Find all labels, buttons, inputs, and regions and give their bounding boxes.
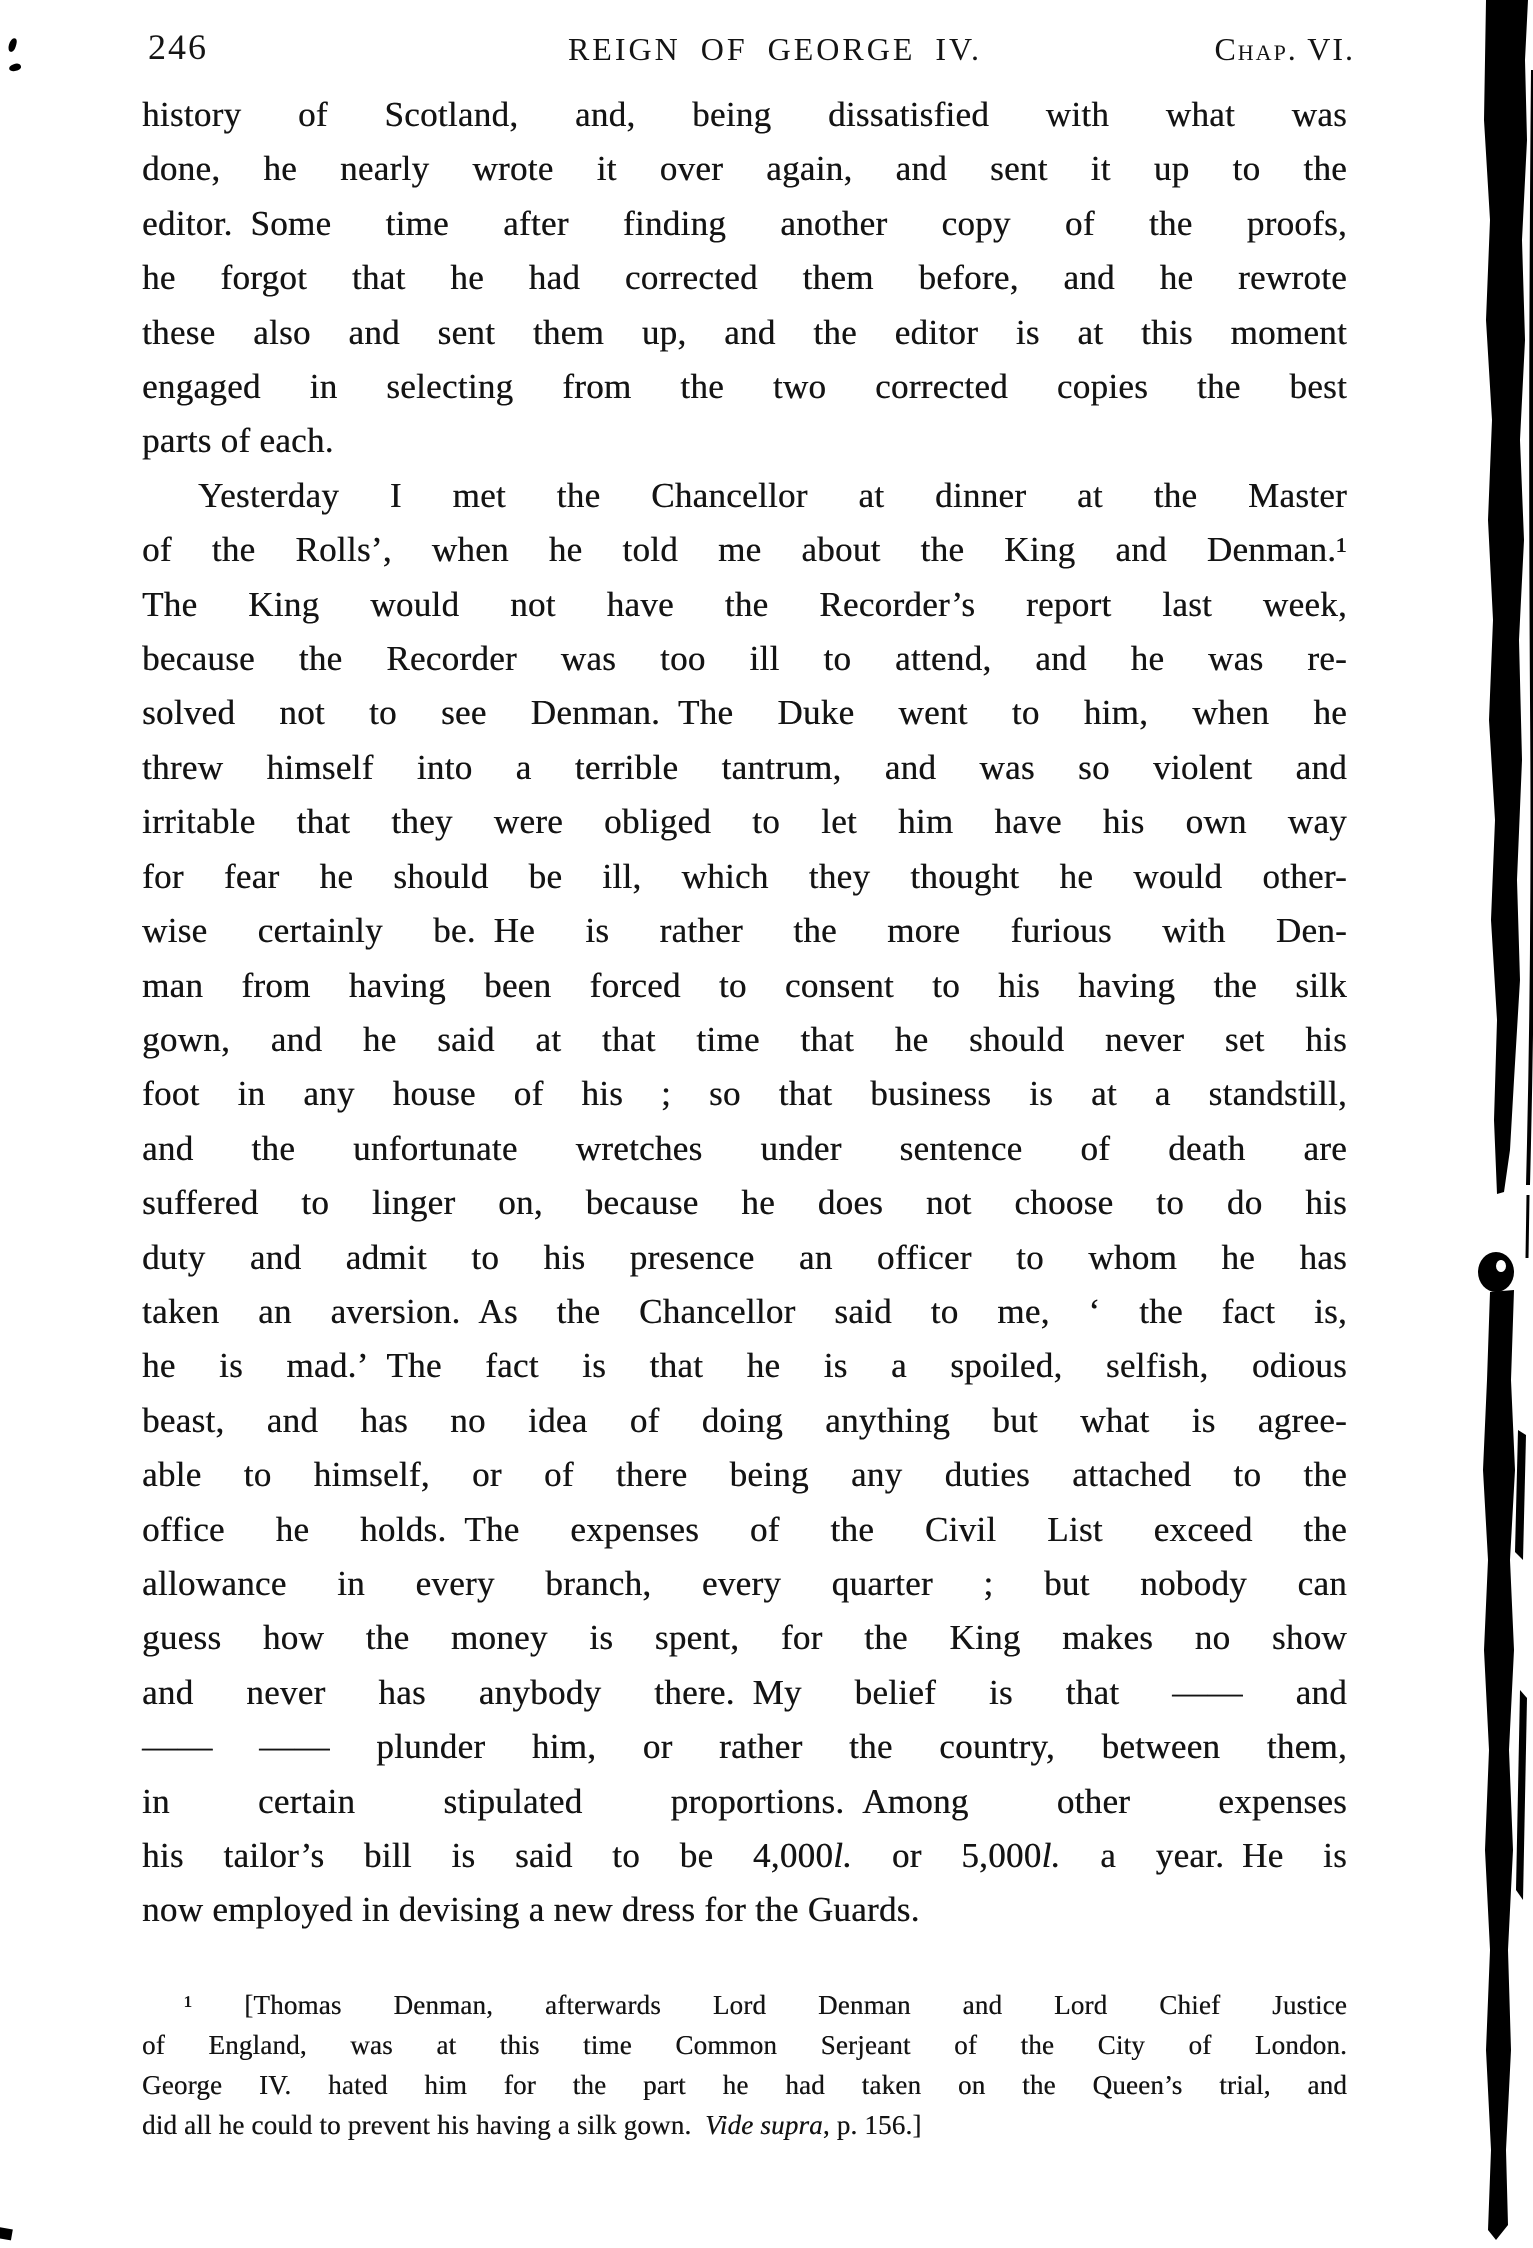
footnote-line: George IV. hated him for the part he had taken on the Queen’s trial, and: [142, 2070, 1347, 2100]
text-line: The King would not have the Recorder’s report last week,: [142, 584, 1347, 624]
text-line: engaged in selecting from the two corrected copies the best: [142, 367, 1347, 407]
text-line: gown, and he said at that time that he should never set his: [142, 1019, 1347, 1059]
text-line: beast, and has no idea of doing anything but what is agree-: [142, 1400, 1347, 1440]
text-line: for fear he should be ill, which they thought he would other-: [142, 856, 1347, 896]
text-line: able to himself, or of there being any duties attached to the: [142, 1455, 1347, 1495]
text-line: and the unfortunate wretches under sentence of death are: [142, 1128, 1347, 1168]
text-line: duty and admit to his presence an officer to whom he has: [142, 1237, 1347, 1277]
text-line: man from having been forced to consent to his having the silk: [142, 965, 1347, 1005]
text-line: suffered to linger on, because he does not choose to do his: [142, 1183, 1347, 1223]
pound-abbreviation: l.: [1041, 1836, 1061, 1875]
text-line: parts of each.: [142, 421, 334, 461]
text-line: now employed in devising a new dress for the Guards.: [142, 1890, 920, 1930]
text-line: and never has anybody there. My belief is that —— and: [142, 1672, 1347, 1712]
text-line: done, he nearly wrote it over again, and sent it up to the: [142, 149, 1347, 189]
text-line: wise certainly be. He is rather the more furious with Den-: [142, 911, 1347, 951]
footnote-line: of England, was at this time Common Serjeant of the City of London.: [142, 2030, 1347, 2060]
text-line: he is mad.’ The fact is that he is a spoiled, selfish, odious: [142, 1346, 1347, 1386]
text-line: solved not to see Denman. The Duke went to him, when he: [142, 693, 1347, 733]
running-title: REIGN OF GEORGE IV.: [567, 31, 983, 67]
text-line: [142, 1829, 1347, 1883]
text-segment: his tailor’s bill is said to be 4,000: [142, 1836, 834, 1875]
chapter-label: Chap. VI.: [1214, 31, 1355, 67]
body-text: [142, 88, 1347, 1938]
text-segment: , p. 156.]: [822, 2110, 922, 2140]
text-line: editor. Some time after finding another copy of the proofs,: [142, 203, 1347, 243]
text-line: foot in any house of his ; so that business is at a standstill,: [142, 1074, 1347, 1114]
text-line: he forgot that he had corrected them before, and he rewrote: [142, 258, 1347, 298]
text-line: history of Scotland, and, being dissatisfied with what was: [142, 95, 1347, 134]
footnote: [142, 1985, 1347, 2145]
text-segment: or 5,000: [852, 1836, 1042, 1875]
text-line: taken an aversion. As the Chancellor said to me, ‘ the fact is,: [142, 1291, 1347, 1331]
pound-abbreviation: l.: [833, 1836, 853, 1875]
text-line: office he holds. The expenses of the Civil List exceed the: [142, 1509, 1347, 1549]
ink-speck: [8, 62, 22, 72]
text-line: Yesterday I met the Chancellor at dinner at the Master: [198, 475, 1347, 515]
ink-speck: [0, 2227, 13, 2241]
text-segment: a year. He is: [1060, 1836, 1347, 1875]
latin-citation: Vide supra: [705, 2110, 823, 2140]
footnote-line: [142, 2105, 1347, 2145]
text-line: irritable that they were obliged to let him have his own way: [142, 802, 1347, 842]
ink-speck: [7, 37, 18, 52]
text-line: in certain stipulated proportions. Among other expenses: [142, 1781, 1347, 1821]
text-line: because the Recorder was too ill to attend, and he was re-: [142, 639, 1347, 679]
text-line: of the Rolls’, when he told me about the King and Denman.¹: [142, 530, 1347, 570]
page-number: 246: [148, 27, 208, 67]
text-line: guess how the money is spent, for the King makes no show: [142, 1618, 1347, 1658]
footnote-line: ¹ [Thomas Denman, afterwards Lord Denman and Lord Chief Justice: [184, 1990, 1347, 2020]
text-line: —— —— plunder him, or rather the country, between them,: [142, 1727, 1347, 1767]
text-line: allowance in every branch, every quarter ; but nobody can: [142, 1563, 1347, 1603]
binding-shadow: [1448, 0, 1533, 2248]
text-segment: did all he could to prevent his having a silk gown.: [142, 2110, 706, 2140]
text-line: these also and sent them up, and the editor is at this moment: [142, 312, 1347, 352]
text-line: threw himself into a terrible tantrum, and was so violent and: [142, 747, 1347, 787]
